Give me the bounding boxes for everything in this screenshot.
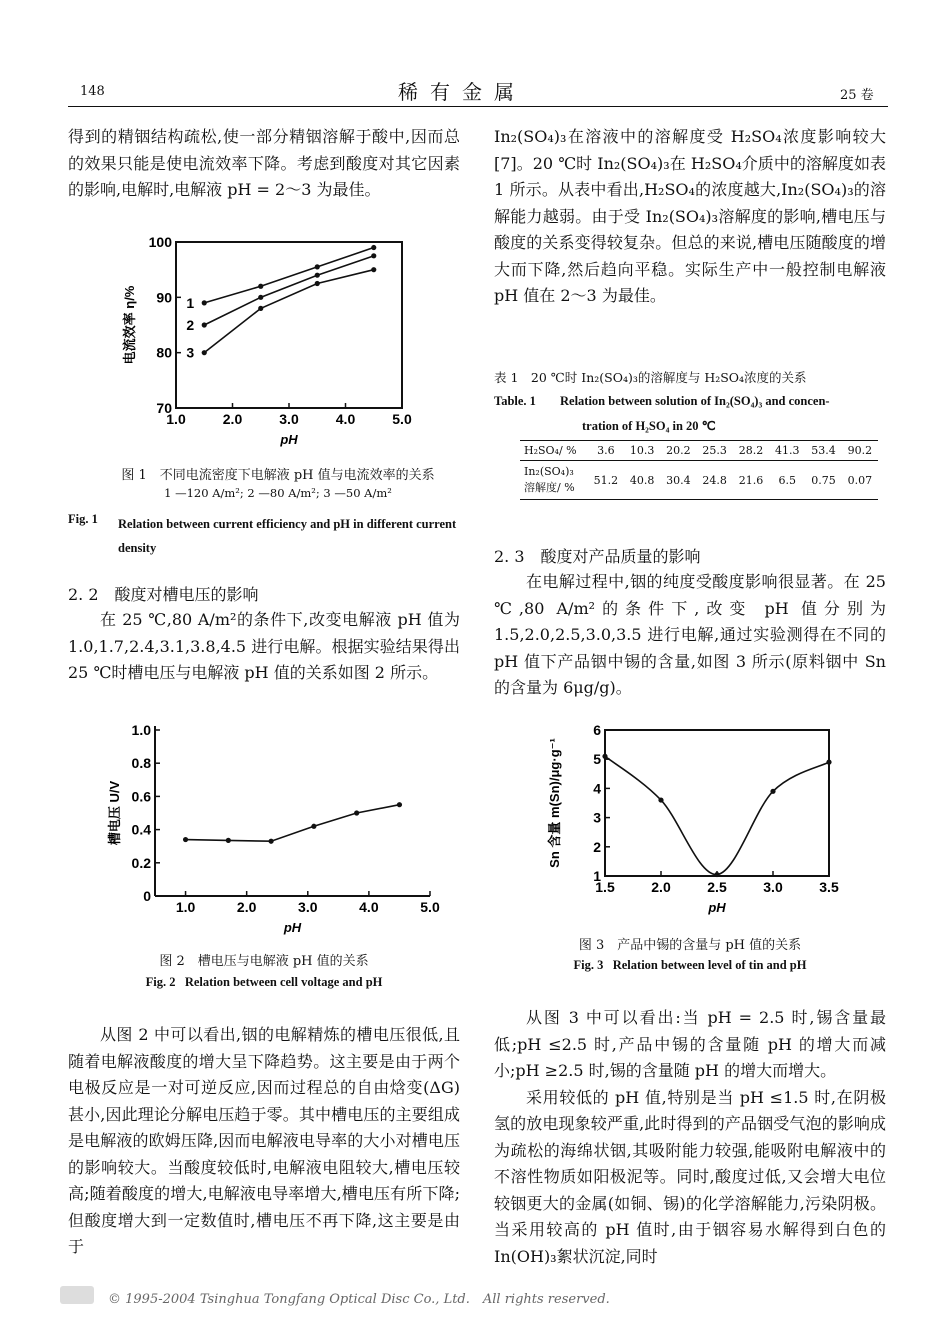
data-point: [315, 264, 320, 269]
x-tick-label: 3.0: [279, 411, 299, 427]
y-tick-label: 70: [156, 400, 172, 416]
series-label: 3: [186, 344, 195, 361]
y-tick-label: 1.0: [131, 722, 151, 738]
y-tick-label: 1: [593, 868, 601, 884]
data-point: [226, 838, 231, 843]
data-point: [315, 273, 320, 278]
figure-1-caption: 图 1 不同电流密度下电解液 pH 值与电流效率的关系: [121, 468, 435, 483]
series-line: [204, 256, 374, 325]
left-bottom-paragraph: 从图 2 中可以看出,铟的电解精炼的槽电压很低,且随着电解液酸度的增大呈下降趋势。这主要是由于两个电极反应是一对可逆反应,因而过程总的自由焓变(ΔG) 甚小,因此理论分解电压趋于零。其中槽电压的主要组成是电解液的欧姆压降,因而电解液电导率的大小对槽电压的影响较大。当酸度较低时,电解液电阻较大,槽电压较高;随着酸度的增大,电解液电导率增大,槽电压有所下降;但酸度增大到一定数值时,槽电压不再下降,这主要是由于: [68, 1025, 460, 1256]
x-axis-label: pH: [283, 920, 302, 935]
x-tick-label: 1.0: [166, 411, 186, 427]
series-label: 1: [186, 294, 195, 311]
y-axis-label: 电流效率 η/%: [122, 285, 137, 365]
figure-1-legend: 1 —120 A/m²; 2 —80 A/m²; 3 —50 A/m²: [164, 486, 392, 500]
x-axis-label: pH: [708, 900, 726, 915]
data-point: [315, 281, 320, 286]
section-2-2-paragraph: 在 25 ℃,80 A/m²的条件下,改变电解液 pH 值为 1.0,1.7,2.4,3.1,3.8,4.5 进行电解。根据实验结果得出 25 ℃时槽电压与电解液 pH 值的关系如图 2 所示。: [68, 610, 460, 682]
x-tick-label: 5.0: [420, 899, 440, 915]
y-axis-label: Sn 含量 m(Sn)/μg·g⁻¹: [547, 738, 562, 868]
y-tick-label: 0: [143, 888, 151, 904]
section-2-2-heading: 2. 2 酸度对槽电压的影响: [68, 585, 259, 604]
data-point: [602, 754, 607, 759]
x-tick-label: 4.0: [335, 411, 356, 427]
table-row: H₂SO₄/ % 3.6 10.3 20.2 25.3 28.2 41.3 53.4 90.2: [520, 441, 878, 461]
data-point: [258, 284, 263, 289]
table-row: In₂(SO₄)₃ 溶解度/ % 51.2 40.8 30.4 24.8 21.6 6.5 0.75 0.07: [524, 465, 873, 494]
figure-2-caption: 图 2 槽电压与电解液 pH 值的关系: [159, 954, 369, 969]
y-tick-label: 90: [156, 289, 172, 306]
x-tick-label: 3.0: [763, 879, 783, 895]
data-point: [202, 322, 207, 327]
y-tick-label: 3: [593, 809, 601, 826]
data-point: [371, 267, 376, 272]
y-tick-label: 100: [148, 234, 172, 250]
data-point: [770, 789, 775, 794]
table-1-label-en: Table. 1: [494, 394, 536, 408]
data-point: [354, 810, 359, 815]
right-bottom-paragraphs: 从图 3 中可以看出:当 pH = 2.5 时,锡含量最低;pH ≤2.5 时,产品中锡的含量随 pH 的增大而减小;pH ≥2.5 时,锡的含量随 pH 的增大而增大。 采用较低的 pH 值,特别是当 pH ≤1.5 时,在阴极氢的放电现象较严重,此时得到的产品铟受气泡的影响成为疏松的海绵状铟,其吸附能力较强,能吸附电解液中的不溶性物质如阳极泥等。同时,酸度过低,又会增大电位较铟更大的金属(如铜、锡)的化学溶解能力,污染阴极。当采用较高的 pH 值时,由于铟容易水解得到白色的 In(OH)₃絮状沉淀,同时: [494, 1008, 886, 1266]
table-1-caption-en-1: Relation between solution of In₂(SO₄)₃ and concen-: [560, 394, 830, 408]
section-2-3-heading: 2. 3 酸度对产品质量的影响: [494, 547, 701, 566]
series-line: [204, 270, 374, 353]
data-point: [311, 824, 316, 829]
publisher-logo: [60, 1286, 94, 1304]
x-tick-label: 1.0: [175, 899, 196, 915]
y-tick-label: 4: [593, 780, 601, 797]
y-tick-label: 80: [156, 344, 172, 361]
copyright-footer: © 1995-2004 Tsinghua Tongfang Optical Disc Co., Ltd. All rights reserved.: [108, 1292, 610, 1307]
table-1-caption: 表 1 20 ℃时 In₂(SO₄)₃的溶解度与 H₂SO₄浓度的关系: [494, 370, 807, 385]
data-point: [714, 872, 719, 877]
y-tick-label: 0.4: [131, 821, 151, 838]
figure-3-caption: 图 3 产品中锡的含量与 pH 值的关系: [578, 938, 802, 953]
x-tick-label: 4.0: [359, 899, 379, 915]
x-tick-label: 2.0: [222, 411, 243, 427]
data-point: [183, 837, 188, 842]
data-point: [258, 306, 263, 311]
figure-1-caption-en: Relation between current efficiency and pH in different current density: [118, 517, 457, 555]
section-2-3-paragraph: 在电解过程中,铟的纯度受酸度影响很显著。在 25 ℃,80 A/m²的条件下,改变 pH 值分别为 1.5,2.0,2.5,3.0,3.5 进行电解,通过实验测得在不同的 pH 值下产品铟中锡的含量,如图 3 所示(原料铟中 Sn 的含量为 6μg/g)。: [494, 572, 886, 697]
figure-3-caption-en: Fig. 3 Relation between level of tin and pH: [573, 958, 807, 972]
data-point: [269, 839, 274, 844]
data-point: [826, 760, 831, 765]
data-point: [397, 802, 402, 807]
y-tick-label: 0.8: [131, 755, 151, 772]
figure-1-label-en: Fig. 1: [68, 512, 98, 526]
x-tick-label: 2.0: [651, 879, 671, 895]
y-tick-label: 0.2: [131, 854, 151, 871]
left-intro-paragraph: 得到的精铟结构疏松,使一部分精铟溶解于酸中,因而总的效果只能是使电流效率下降。考虑到酸度对其它因素的影响,电解时,电解液 pH = 2～3 为最佳。: [68, 127, 460, 199]
x-tick-label: 3.0: [298, 899, 318, 915]
header-rule: [68, 106, 888, 107]
data-point: [371, 245, 376, 250]
data-point: [258, 295, 263, 300]
x-tick-label: 3.5: [819, 879, 839, 895]
x-tick-label: 5.0: [392, 411, 412, 427]
figure-3-chart: [545, 716, 845, 926]
y-tick-label: 2: [593, 838, 601, 855]
x-tick-label: 1.5: [595, 879, 615, 895]
page-number: 148: [80, 84, 105, 99]
data-point: [371, 253, 376, 258]
figure-2-chart: [105, 718, 450, 943]
y-tick-label: 0.6: [131, 788, 151, 805]
data-point: [202, 350, 207, 355]
right-top-paragraph: In₂(SO₄)₃在溶液中的溶解度受 H₂SO₄浓度影响较大[7]。20 ℃时 In₂(SO₄)₃在 H₂SO₄介质中的溶解度如表 1 所示。从表中看出,H₂SO₄的浓度越大,In₂(SO₄)₃的溶解能力越弱。由于受 In₂(SO₄)₃溶解度的影响,槽电压与酸度的关系变得较复杂。但总的来说,槽电压随酸度的增大而下降,然后趋向平稳。实际生产中一般控制电解液 pH 值在 2～3 为最佳。: [494, 127, 886, 305]
series-line: [605, 756, 829, 874]
x-tick-label: 2.5: [707, 879, 727, 895]
volume-label: 25 卷: [840, 88, 874, 103]
plot-frame: [176, 242, 402, 408]
y-tick-label: 5: [593, 751, 601, 768]
figure-2-caption-en: Fig. 2 Relation between cell voltage and pH: [145, 975, 383, 989]
y-tick-label: 6: [593, 722, 601, 738]
table-1-caption-en-2: tration of H₂SO₄ in 20 ℃: [582, 419, 716, 433]
series-label: 2: [186, 317, 195, 333]
journal-title: 稀有金属: [398, 80, 526, 104]
figure-1-chart: [120, 232, 420, 460]
y-axis-label: 槽电压 U/V: [107, 780, 122, 846]
x-tick-label: 2.0: [236, 899, 257, 915]
data-point: [202, 300, 207, 305]
x-axis-label: pH: [280, 432, 298, 447]
series-line: [186, 805, 400, 842]
data-point: [658, 797, 663, 802]
plot-frame: [605, 730, 829, 876]
table-1: [520, 440, 878, 500]
